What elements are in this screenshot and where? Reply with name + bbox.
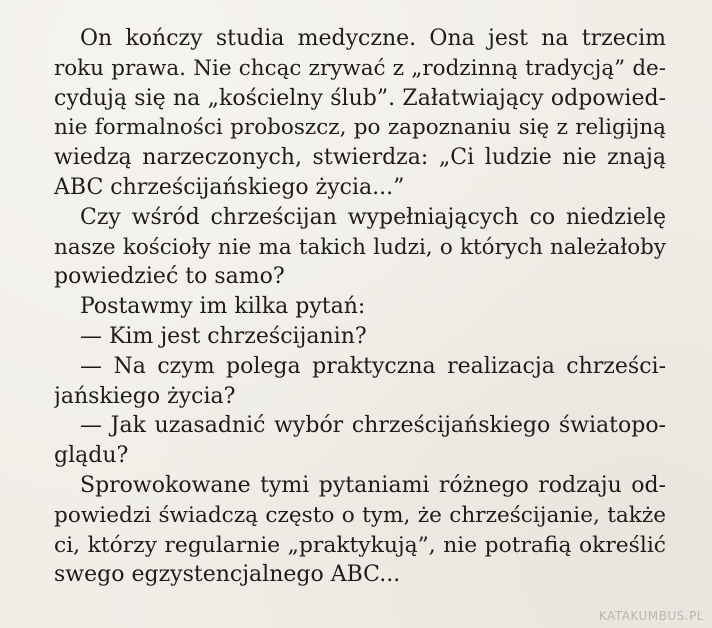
text-line: glądu? (54, 443, 129, 469)
text-line: jańskiego życia? (54, 383, 236, 409)
text-line: Postawmy im kilka pytań: (80, 294, 366, 320)
text-line: cydują się na „kościelny ślub”. Załatwiający odpowied- (54, 85, 666, 111)
text-line: roku prawa. Nie chcąc zrywać z „rodzinną tradycją” de- (54, 55, 666, 81)
text-line: — Kim jest chrześcijanin? (80, 323, 367, 349)
text-line: — Jak uzasadnić wybór chrześcijańskiego światopo- (80, 413, 666, 439)
text-line: nie formalności proboszcz, po zapoznaniu się z religijną (54, 115, 666, 141)
text-line: On kończy studia medyczne. Ona jest na trzecim (80, 26, 666, 51)
watermark: KATAKUMBUS.PL (598, 609, 704, 623)
text-line: nasze kościoły nie ma takich ludzi, o których należałoby (54, 234, 666, 260)
text-line: ci, którzy regularnie „praktykują”, nie potrafią określić (54, 532, 666, 558)
text-line: ABC chrześcijańskiego życia...” (54, 174, 405, 200)
text-line: Czy wśród chrześcijan wypełniających co niedzielę (80, 204, 666, 230)
body-text (54, 24, 666, 590)
text-line: powiedzieć to samo? (54, 264, 285, 290)
text-line: — Na czym polega praktyczna realizacja chrześci- (80, 353, 666, 379)
text-line: Sprowokowane tymi pytaniami różnego rodzaju od- (80, 472, 666, 498)
text-line: powiedzi świadczą często o tym, że chrześcijanie, także (54, 502, 666, 528)
text-line: wiedzą narzeczonych, stwierdza: „Ci ludzie nie znają (54, 145, 666, 171)
text-line: swego egzystencjalnego ABC... (54, 562, 401, 588)
